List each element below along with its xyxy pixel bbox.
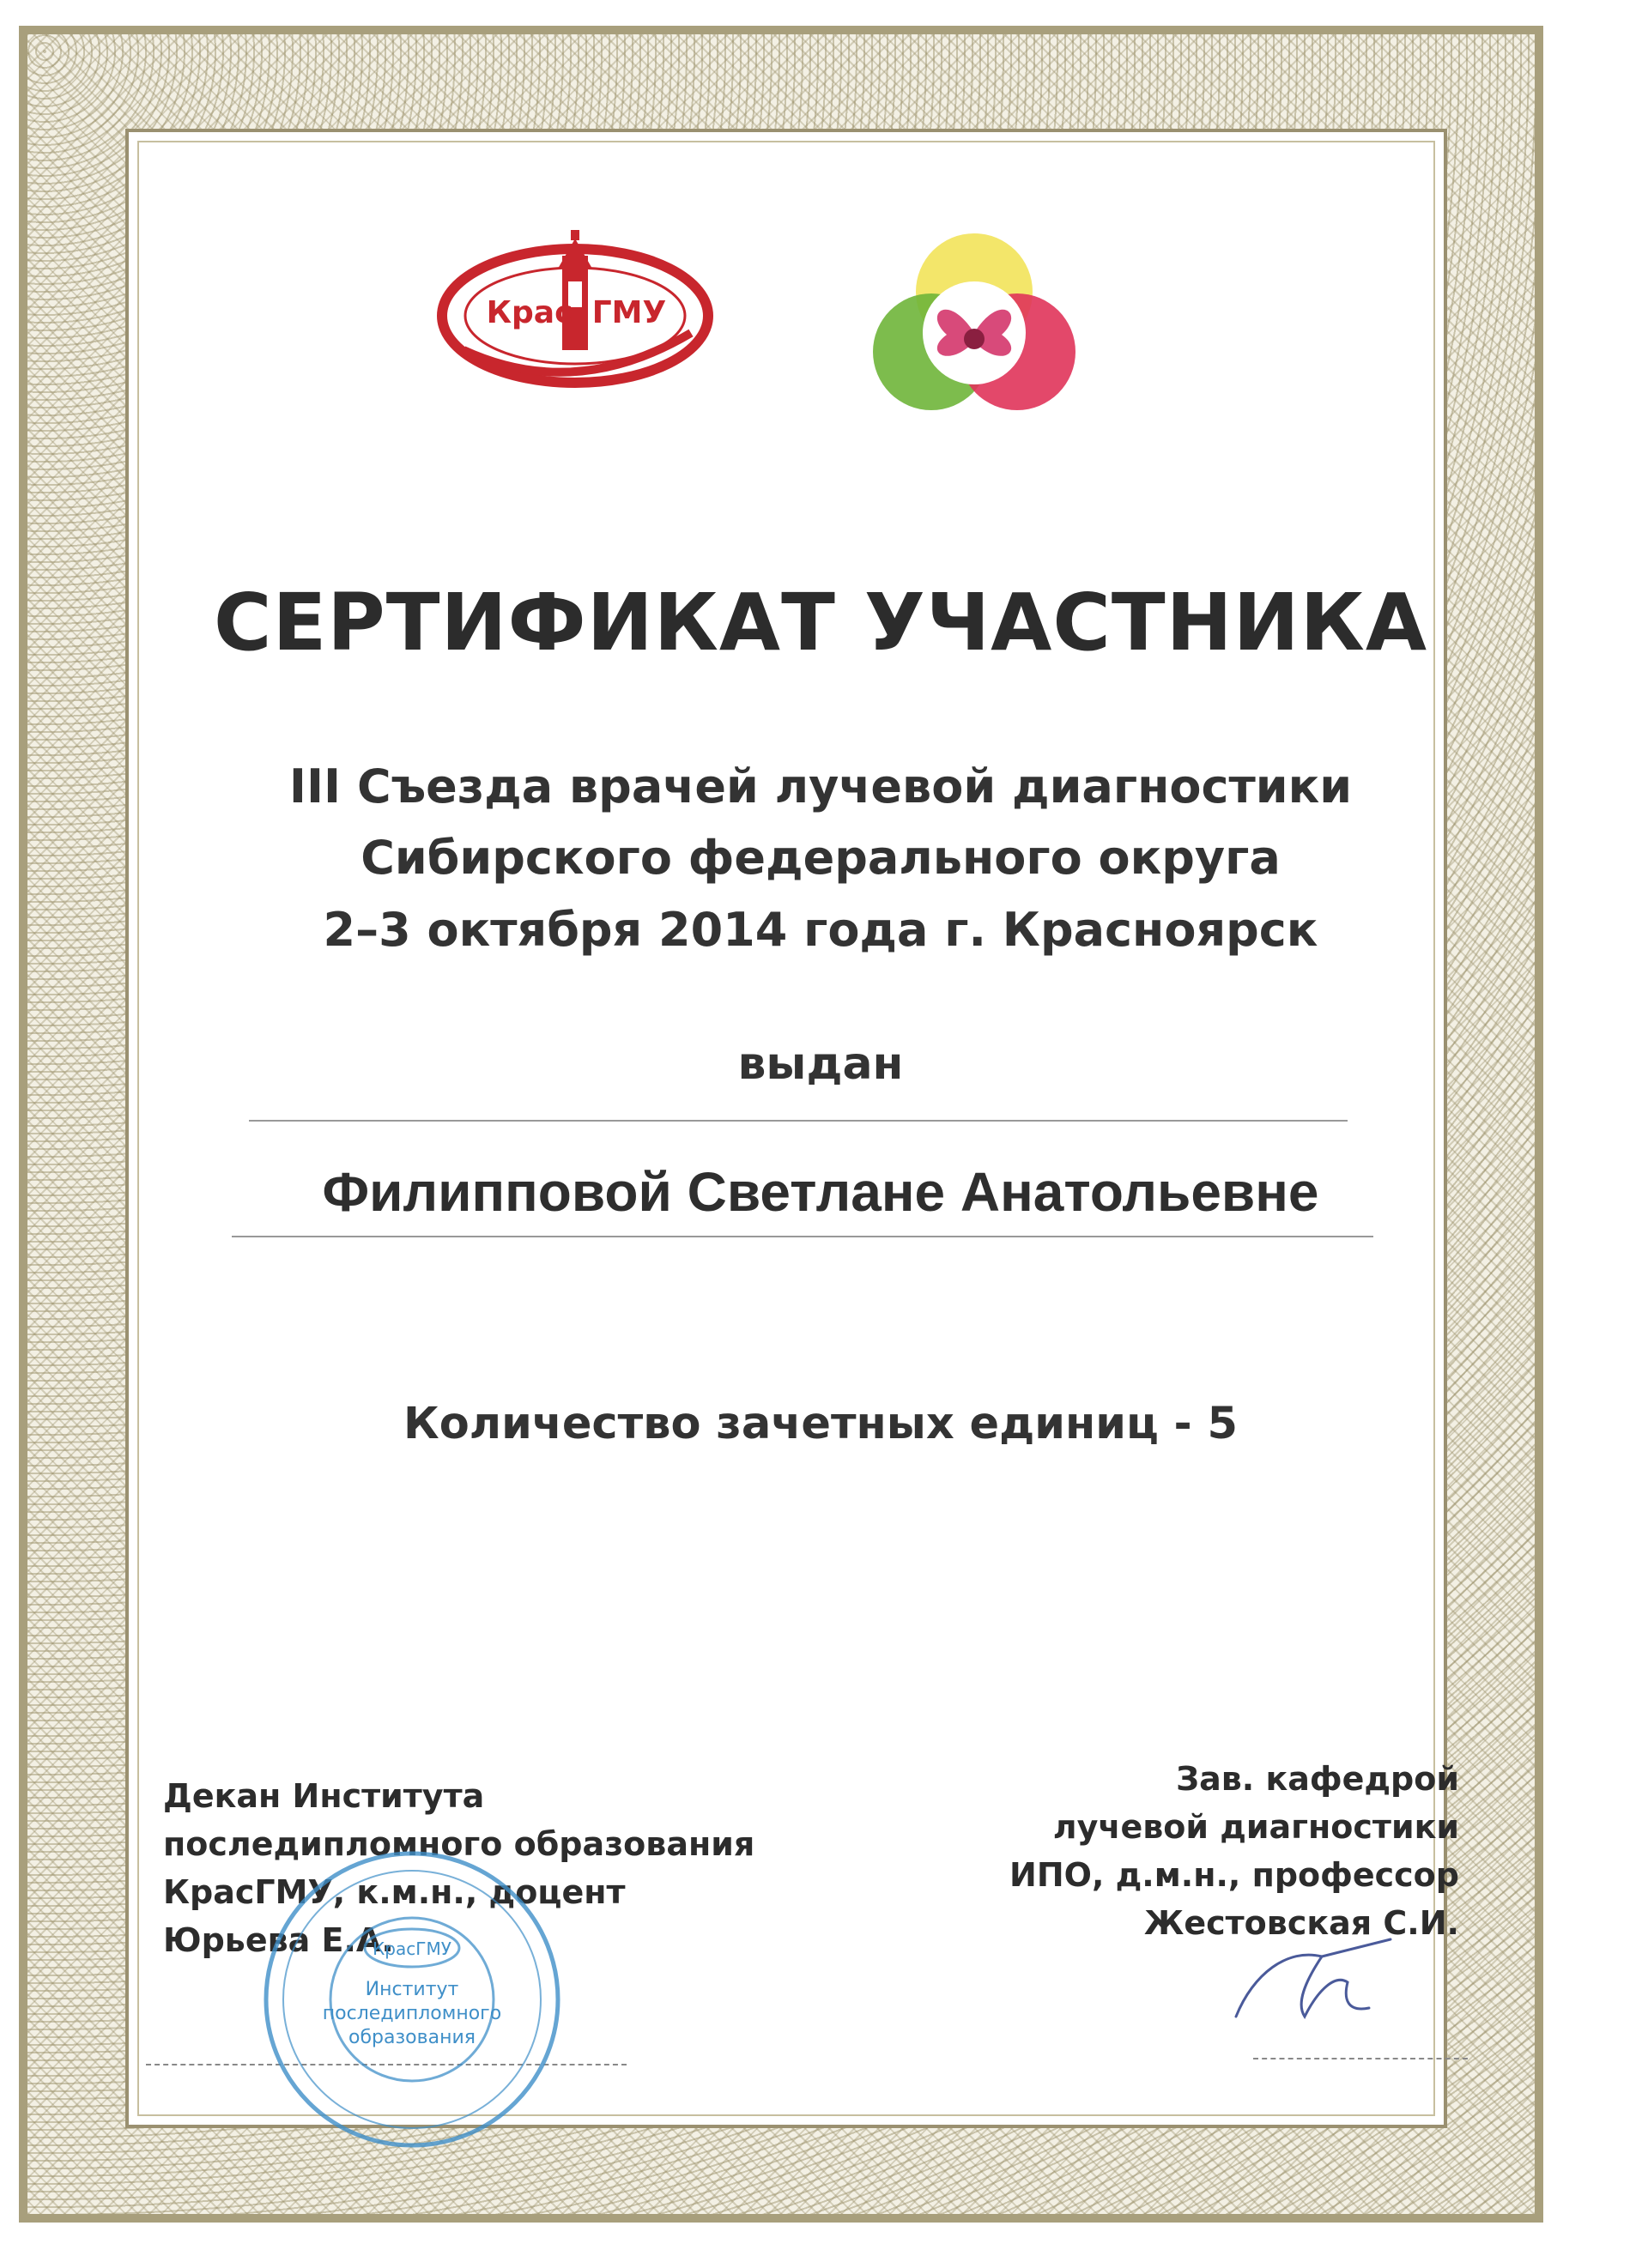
stamp-inner-text-2: последипломного <box>322 2003 502 2024</box>
event-line-1: III Съезда врачей лучевой диагностики <box>288 759 1353 813</box>
name-top-line <box>249 1120 1348 1122</box>
right-signatory-line-4: Жестовская С.И. <box>1143 1904 1459 1942</box>
right-signatory-line-2: лучевой диагностики <box>1052 1808 1459 1846</box>
handwritten-signature <box>1219 1922 1408 2034</box>
event-line-2: Сибирского федерального округа <box>360 831 1281 885</box>
name-bottom-line <box>232 1236 1373 1237</box>
krasgmu-logo <box>433 230 717 393</box>
right-signatory <box>1009 1755 1459 1947</box>
congress-flower-logo <box>871 232 1077 425</box>
krasgmu-logo-right-text: ГМУ <box>591 295 667 330</box>
official-stamp <box>258 1845 566 2154</box>
issued-label: выдан <box>737 1038 904 1090</box>
left-signatory-line-4: Юрьева Е.А. <box>163 1921 394 1959</box>
right-signature-line <box>1253 2058 1468 2059</box>
left-signatory-line-1: Декан Института <box>163 1777 485 1815</box>
credits-text: Количество зачетных единиц - 5 <box>403 1399 1238 1449</box>
left-signatory-line-2: последипломного образования <box>163 1825 755 1863</box>
right-signatory-line-3: ИПО, д.м.н., профессор <box>1009 1856 1459 1894</box>
stamp-center-text: КрасГМУ <box>373 1938 451 1959</box>
recipient-name: Филипповой Светлане Анатольевне <box>322 1161 1319 1223</box>
krasgmu-logo-left-text: Крас <box>486 295 573 330</box>
right-signatory-line-1: Зав. кафедрой <box>1176 1760 1459 1798</box>
event-line-3: 2–3 октября 2014 года г. Красноярск <box>323 903 1318 957</box>
stamp-inner-text-3: образования <box>348 2027 476 2048</box>
stamp-inner-text-1: Институт <box>365 1979 459 2000</box>
left-signatory-line-3: КрасГМУ, к.м.н., доцент <box>163 1873 626 1911</box>
certificate-title: СЕРТИФИКАТ УЧАСТНИКА <box>213 577 1428 668</box>
